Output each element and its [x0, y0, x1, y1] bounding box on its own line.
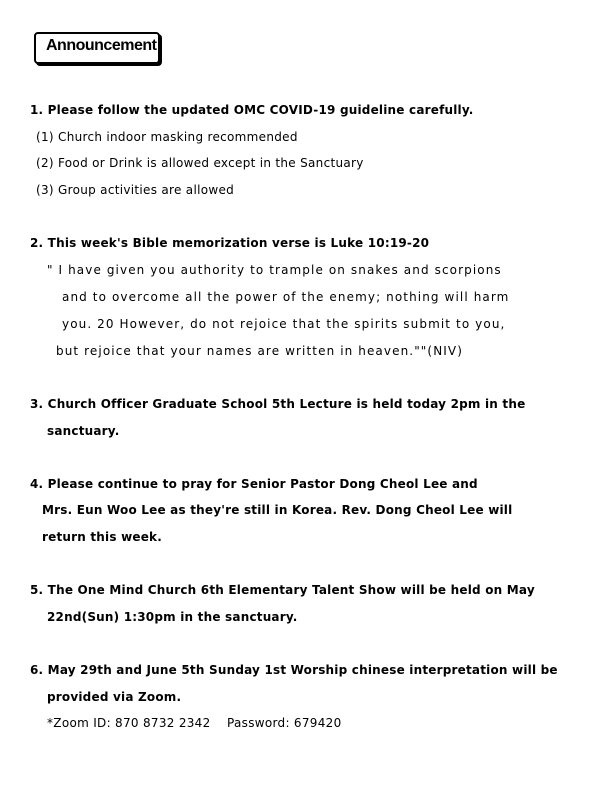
- item-2-heading: 2. This week's Bible memorization verse is Luke 10:19-20: [30, 236, 430, 250]
- item-3-line-1: 3. Church Officer Graduate School 5th Lecture is held today 2pm in the: [30, 397, 526, 411]
- item-4-line-3: return this week.: [42, 530, 162, 544]
- item-6-line-2: provided via Zoom.: [47, 690, 182, 704]
- verse-line-2: and to overcome all the power of the enemy; nothing will harm: [62, 290, 510, 304]
- verse-line-4: but rejoice that your names are written in heaven.""(NIV): [56, 344, 464, 358]
- item-5-line-1: 5. The One Mind Church 6th Elementary Talent Show will be held on May: [30, 583, 535, 597]
- verse-line-1: " I have given you authority to trample on snakes and scorpions: [47, 263, 502, 277]
- page-title: Announcement: [46, 37, 157, 54]
- item-5-line-2: 22nd(Sun) 1:30pm in the sanctuary.: [47, 610, 298, 624]
- item-4-line-2: Mrs. Eun Woo Lee as they're still in Korea. Rev. Dong Cheol Lee will: [42, 503, 513, 517]
- verse-line-3: you. 20 However, do not rejoice that the spirits submit to you,: [62, 317, 506, 331]
- announcement-title-box: [34, 32, 160, 64]
- item-1-sub-3: (3) Group activities are allowed: [36, 183, 235, 197]
- item-4-line-1: 4. Please continue to pray for Senior Pastor Dong Cheol Lee and: [30, 477, 478, 491]
- zoom-info: *Zoom ID: 870 8732 2342 Password: 679420: [47, 716, 342, 730]
- item-3-line-2: sanctuary.: [47, 424, 120, 438]
- item-1-heading: 1. Please follow the updated OMC COVID-19 guideline carefully.: [30, 103, 474, 117]
- item-6-line-1: 6. May 29th and June 5th Sunday 1st Worship chinese interpretation will be: [30, 663, 558, 677]
- item-1-sub-1: (1) Church indoor masking recommended: [36, 130, 298, 144]
- item-1-sub-2: (2) Food or Drink is allowed except in the Sanctuary: [36, 156, 364, 170]
